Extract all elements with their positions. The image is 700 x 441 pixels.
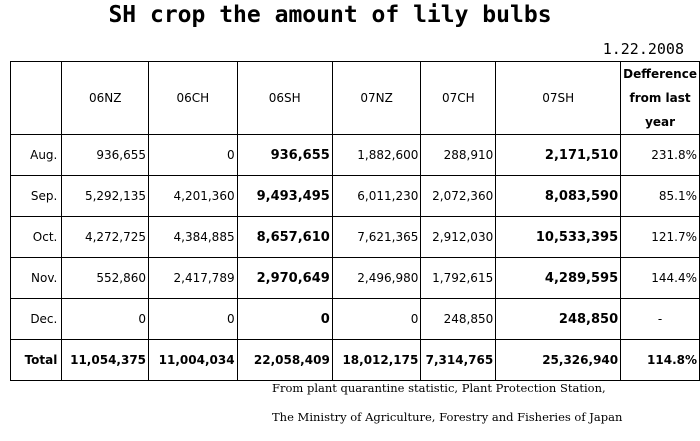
header-07ch: 07CH	[421, 62, 496, 135]
cell-06nz: 552,860	[62, 258, 149, 299]
cell-06sh: 0	[237, 299, 332, 340]
table-row	[11, 258, 700, 299]
cell-07ch: 1,792,615	[421, 258, 496, 299]
header-row	[11, 62, 700, 135]
header-06ch: 06CH	[149, 62, 238, 135]
cell-06ch: 4,384,885	[149, 217, 238, 258]
cell-06ch: 0	[149, 299, 238, 340]
cell-07ch: 288,910	[421, 135, 496, 176]
cell-07nz: 7,621,365	[332, 217, 421, 258]
cell-07sh: 4,289,595	[496, 258, 621, 299]
row-month: Aug.	[11, 135, 62, 176]
cell-06ch: 2,417,789	[149, 258, 238, 299]
cell-06ch: 11,004,034	[149, 340, 238, 381]
row-month: Nov.	[11, 258, 62, 299]
row-month: Total	[11, 340, 62, 381]
cell-07ch: 248,850	[421, 299, 496, 340]
row-month: Oct.	[11, 217, 62, 258]
cell-07sh: 8,083,590	[496, 176, 621, 217]
source-note-line1: From plant quarantine statistic, Plant Protection Station,	[272, 381, 606, 395]
report-date: 1.22.2008	[602, 40, 684, 58]
cell-07nz: 2,496,980	[332, 258, 421, 299]
cell-difference: 114.8%	[621, 340, 700, 381]
cell-07ch: 7,314,765	[421, 340, 496, 381]
cell-07nz: 18,012,175	[332, 340, 421, 381]
table-row	[11, 217, 700, 258]
cell-06sh: 8,657,610	[237, 217, 332, 258]
cell-07sh: 10,533,395	[496, 217, 621, 258]
cell-difference: 121.7%	[621, 217, 700, 258]
lily-bulb-table	[10, 61, 700, 381]
header-06sh: 06SH	[237, 62, 332, 135]
header-corner	[11, 62, 62, 135]
table-row	[11, 299, 700, 340]
cell-difference: -	[621, 299, 700, 340]
cell-07sh: 2,171,510	[496, 135, 621, 176]
cell-difference: 85.1%	[621, 176, 700, 217]
header-difference-line2: from last year	[629, 91, 691, 129]
header-06nz: 06NZ	[62, 62, 149, 135]
cell-07nz: 6,011,230	[332, 176, 421, 217]
cell-06sh: 22,058,409	[237, 340, 332, 381]
cell-06ch: 0	[149, 135, 238, 176]
cell-07ch: 2,912,030	[421, 217, 496, 258]
cell-07sh: 248,850	[496, 299, 621, 340]
row-month: Sep.	[11, 176, 62, 217]
header-07sh: 07SH	[496, 62, 621, 135]
cell-06nz: 936,655	[62, 135, 149, 176]
source-note-line2: The Ministry of Agriculture, Forestry and Fisheries of Japan	[272, 410, 623, 424]
cell-07nz: 0	[332, 299, 421, 340]
page-title: SH crop the amount of lily bulbs	[108, 2, 552, 28]
table-row	[11, 135, 700, 176]
cell-06sh: 9,493,495	[237, 176, 332, 217]
cell-07ch: 2,072,360	[421, 176, 496, 217]
cell-06sh: 936,655	[237, 135, 332, 176]
header-difference-line1: Defference	[623, 67, 697, 81]
cell-difference: 231.8%	[621, 135, 700, 176]
cell-06nz: 4,272,725	[62, 217, 149, 258]
total-row	[11, 340, 700, 381]
cell-07sh: 25,326,940	[496, 340, 621, 381]
cell-06ch: 4,201,360	[149, 176, 238, 217]
header-07nz: 07NZ	[332, 62, 421, 135]
table-row	[11, 176, 700, 217]
header-difference	[621, 62, 700, 135]
cell-06nz: 11,054,375	[62, 340, 149, 381]
cell-06nz: 0	[62, 299, 149, 340]
cell-07nz: 1,882,600	[332, 135, 421, 176]
row-month: Dec.	[11, 299, 62, 340]
cell-06sh: 2,970,649	[237, 258, 332, 299]
cell-06nz: 5,292,135	[62, 176, 149, 217]
cell-difference: 144.4%	[621, 258, 700, 299]
